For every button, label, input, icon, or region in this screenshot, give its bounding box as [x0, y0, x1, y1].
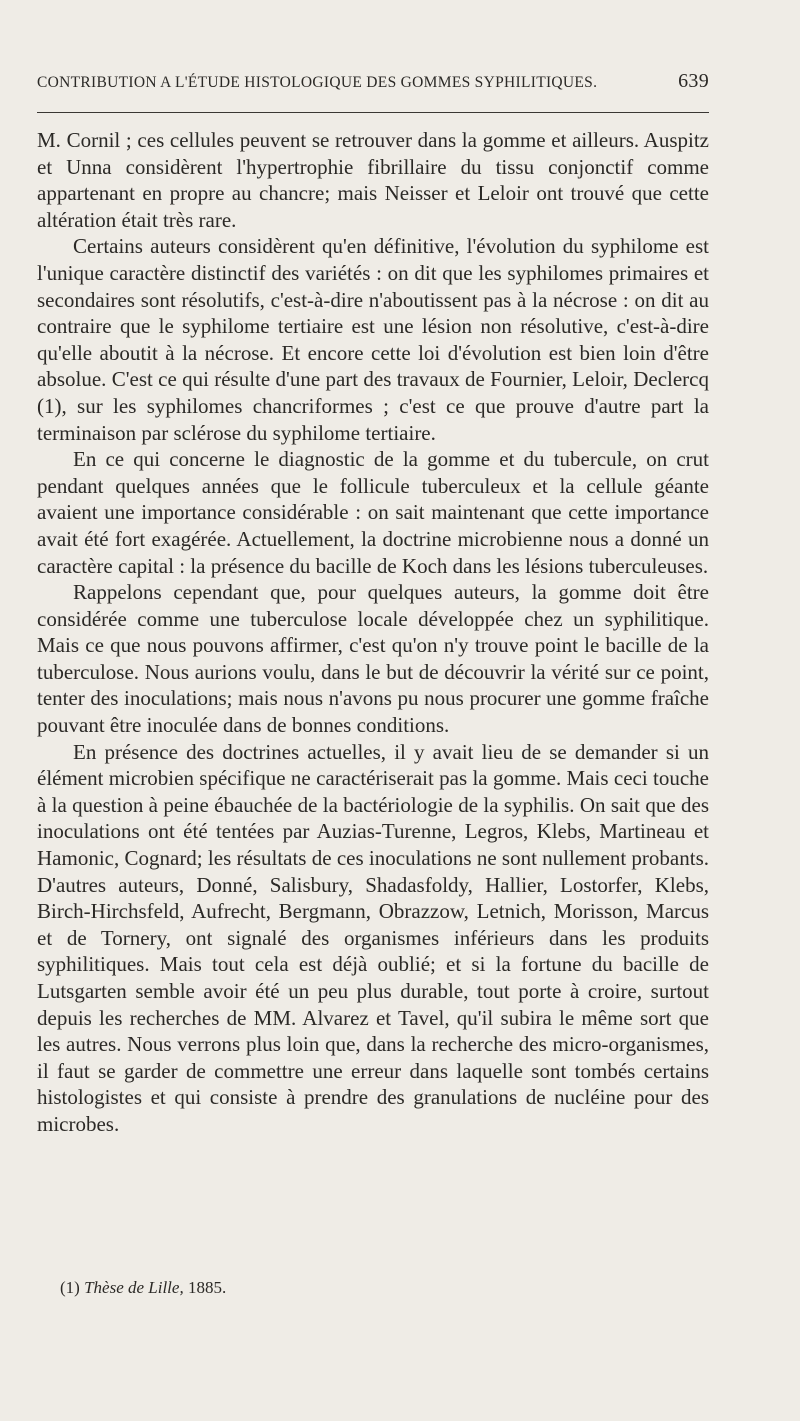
- footnote: [60, 1278, 700, 1298]
- running-header: [37, 70, 709, 93]
- header-rule: [37, 112, 709, 113]
- running-title: CONTRIBUTION A L'ÉTUDE HISTOLOGIQUE DES GOMMES SYPHILITIQUES.: [37, 74, 598, 91]
- footnote-title: Thèse de Lille,: [84, 1278, 184, 1297]
- footnote-marker: (1): [60, 1278, 80, 1297]
- paragraph: Rappelons cependant que, pour quelques auteurs, la gomme doit être considérée comme une tuberculose locale développée chez un syphilitique. Mais ce que nous pouvons affirmer, c'est qu'on n'y trouve point le bacille de la tuberculose. Nous aurions voulu, dans le but de découvrir la vérité sur ce point, tenter des inoculations; mais nous n'avons pu nous procurer une gomme fraîche pouvant être inoculée dans de bonnes conditions.: [37, 580, 709, 738]
- paragraph: En ce qui concerne le diagnostic de la gomme et du tubercule, on crut pendant quelques années que le follicule tuberculeux et la cellule géante avaient une importance considérable : on sait maintenant que cette importance avait été fort exagérée. Actuellement, la doctrine microbienne nous a donné un caractère capital : la présence du bacille de Koch dans les lésions tuberculeuses.: [37, 447, 709, 578]
- footnote-year: 1885.: [187, 1278, 227, 1297]
- body-text: [37, 127, 709, 1138]
- paragraph: M. Cornil ; ces cellules peuvent se retrouver dans la gomme et ailleurs. Auspitz et Unna considèrent l'hypertrophie fibrillaire du tissu conjonctif comme appartenant en propre au chancre; mais Neisser et Leloir ont trouvé que cette altération était très rare.: [37, 128, 709, 232]
- paragraph: En présence des doctrines actuelles, il y avait lieu de se demander si un élément microbien spécifique ne caractériserait pas la gomme. Mais ceci touche à la question à peine ébauchée de la bactériologie de la syphilis. On sait que des inoculations ont été tentées par Auzias-Turenne, Legros, Klebs, Martineau et Hamonic, Cognard; les résultats de ces inoculations ne sont nullement probants. D'autres auteurs, Donné, Salisbury, Shadasfoldy, Hallier, Lostorfer, Klebs, Birch-Hirchsfeld, Aufrecht, Bergmann, Obrazzow, Letnich, Morisson, Marcus et de Tornery, ont signalé des organismes inférieurs dans les produits syphilitiques. Mais tout cela est déjà oublié; et si la fortune du bacille de Lutsgarten semble avoir été un peu plus durable, tout porte à croire, surtout depuis les recherches de MM. Alvarez et Tavel, qu'il subira le même sort que les autres. Nous verrons plus loin que, dans la recherche des micro-organismes, il faut se garder de commettre une erreur dans laquelle sont tombés certains histologistes et qui consiste à prendre des granulations de nucléine pour des microbes.: [37, 739, 709, 1136]
- paragraph: Certains auteurs considèrent qu'en définitive, l'évolution du syphilome est l'unique caractère distinctif des variétés : on dit que les syphilomes primaires et secondaires sont résolutifs, c'est-à-dire n'aboutissent pas à la nécrose : on dit au contraire que le syphilome tertiaire est une lésion non résolutive, c'est-à-dire qu'elle aboutit à la nécrose. Et encore cette loi d'évolution est bien loin d'être absolue. C'est ce qui résulte d'une part des travaux de Fournier, Leloir, Declercq (1), sur les syphilomes chancriformes ; c'est ce que prouve d'autre part la terminaison par sclérose du syphilome tertiaire.: [37, 234, 709, 445]
- page-number: 639: [678, 70, 709, 92]
